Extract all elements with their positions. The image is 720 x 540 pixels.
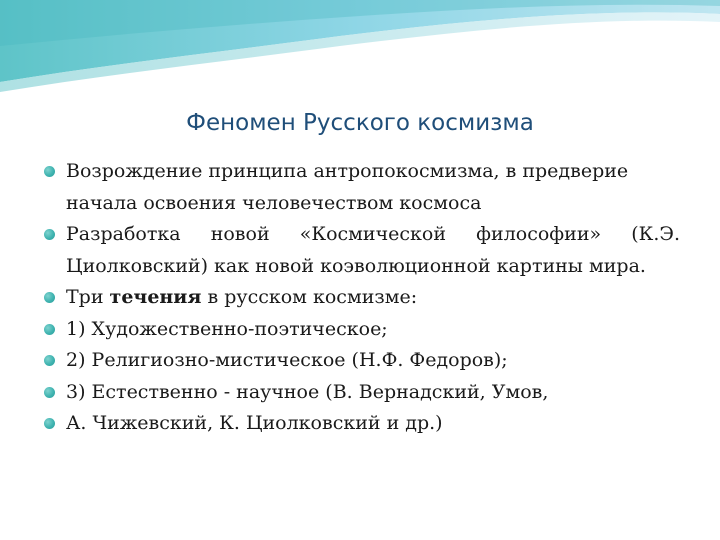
bullet-text: Разработка новой «Космической философии» (К.Э. Циолковский) как новой коэволюционной картины мира. (66, 223, 680, 277)
bullet-item (44, 219, 680, 282)
bullet-dot-icon (44, 166, 55, 177)
bullet-text: 3) Естественно - научное (В. Вернадский, Умов, (66, 380, 549, 403)
bullet-dot-icon (44, 324, 55, 335)
bullet-text: Возрождение принципа антропокосмизма, в предверие начала освоения человечеством космоса (66, 160, 629, 214)
bullet-item (44, 408, 680, 440)
bullet-dot-icon (44, 387, 55, 398)
bullet-dot-icon (44, 355, 55, 366)
bullet-item (44, 156, 680, 219)
bullet-dot-icon (44, 292, 55, 303)
bullet-dot-icon (44, 418, 55, 429)
bullet-list (44, 156, 680, 440)
bullet-text-post: в русском космизме: (201, 286, 418, 308)
slide-title: Феномен Русского космизма (186, 110, 534, 136)
bullet-item (44, 377, 680, 409)
bullet-item (44, 345, 680, 377)
bullet-text: 1) Художественно-поэтическое; (66, 317, 388, 340)
bullet-dot-icon (44, 229, 55, 240)
bullet-text: 2) Религиозно-мистическое (Н.Ф. Федоров); (66, 349, 508, 371)
bullet-text-bold: течения (109, 286, 202, 308)
bullet-item (44, 314, 680, 346)
header-wave-decoration (0, 0, 720, 120)
bullet-text: А. Чижевский, К. Циолковский и др.) (66, 412, 443, 434)
bullet-item (44, 282, 680, 314)
bullet-text-pre: Три (66, 286, 110, 308)
